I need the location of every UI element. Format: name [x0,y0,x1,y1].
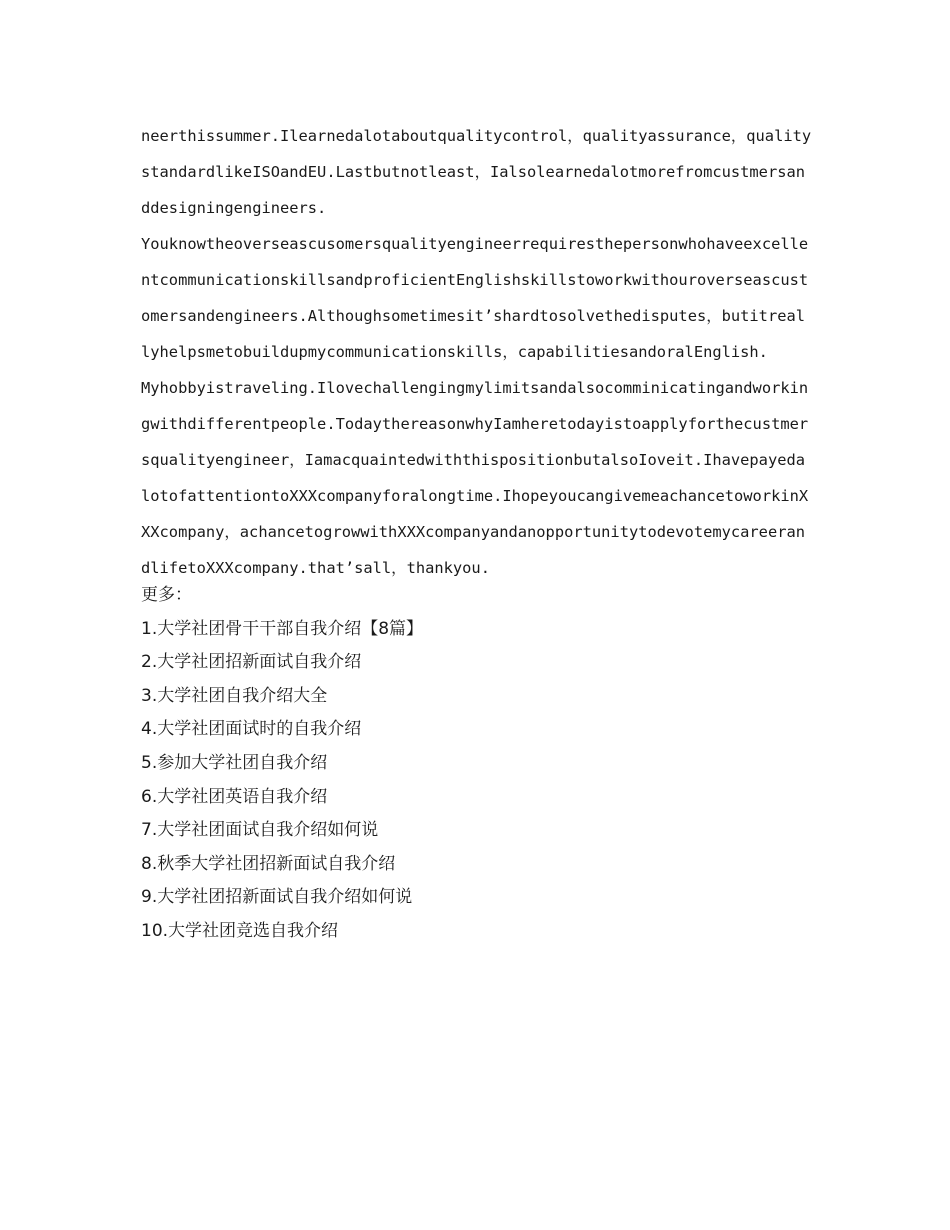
list-item [141,848,813,882]
paragraph-internship: neerthissummer.Ilearnedalotaboutqualitycontrol，qualityassurance，qualitystandardlikeISOandEU.Lastbutnotleast，Ialsolearnedalotmorefromcustmersanddesigningengineers. [141,127,812,217]
list-item [141,915,813,949]
more-link-6[interactable]: 6.大学社团英语自我介绍 [141,786,328,807]
list-item [141,814,813,848]
more-link-9[interactable]: 9.大学社团招新面试自我介绍如何说 [141,887,413,908]
more-list [141,613,813,949]
more-link-1[interactable]: 1.大学社团骨干干部自我介绍【8篇】 [141,618,424,639]
more-label: 更多： [141,585,192,605]
body-text [141,118,813,586]
more-section [141,579,813,949]
more-link-5[interactable]: 5.参加大学社团自我介绍 [141,752,328,773]
paragraph-communication: Youknowtheoverseascusomersqualityengineerrequiresthepersonwhohaveexcellentcommunicationskillsandproficient​Englishskillstoworkwithouroverseascustomersandengineers.Althoughsometimesit’shardtosolvethedisputes，butitreallyhelpsmetobuildupmycommunicationskills，capabilitiesandoralEnglish. [141,235,809,361]
list-item [141,680,813,714]
more-link-8[interactable]: 8.秋季大学社团招新面试自我介绍 [141,853,396,874]
more-link-2[interactable]: 2.大学社团招新面试自我介绍 [141,652,362,673]
list-item [141,747,813,781]
list-item [141,613,813,647]
paragraph-hobby: Myhobbyistraveling.Ilovechallengingmylimitsandalsocomminicatingandworkingwithdifferentpeople.TodaythereasonwhyIamheretodayistoapplyforthecustmersqualityengineer，IamacquaintedwiththispositionbutalsoIoveit.IhavepayedalotofattentiontoXXXcompanyforalongtime.IhopeyoucangivemeachancetoworkinXXXcompany，achancetogrowwithXXXcompanyandanopportunitytodevotemycareerandlifetoXXXcompany.that’sall，thankyou. [141,379,809,577]
more-link-10[interactable]: 10.大学社团竞选自我介绍 [141,920,339,941]
more-link-4[interactable]: 4.大学社团面试时的自我介绍 [141,719,362,740]
list-item [141,881,813,915]
list-item [141,781,813,815]
more-link-3[interactable]: 3.大学社团自我介绍大全 [141,685,328,706]
list-item [141,646,813,680]
more-link-7[interactable]: 7.大学社团面试自我介绍如何说 [141,820,379,841]
list-item [141,713,813,747]
